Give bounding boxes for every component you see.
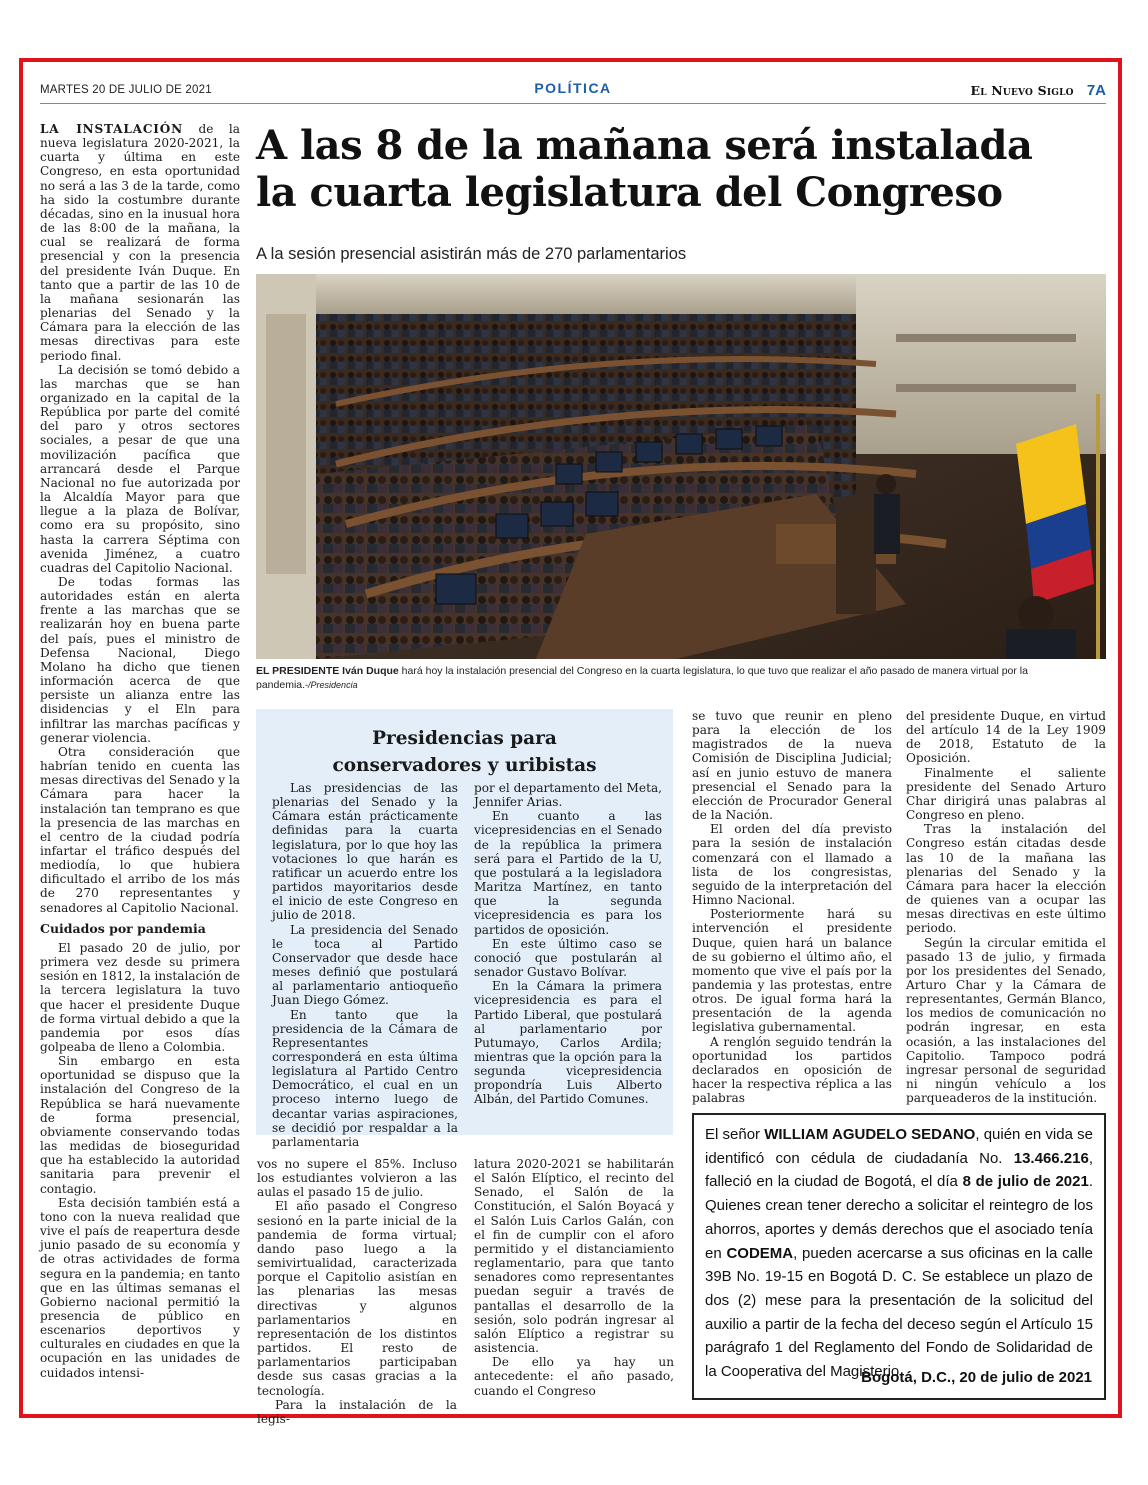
- paragraph: Tras la instalación del Congreso están citadas desde las 10 de la mañana las plenarias del Senado y la Cámara para hacer la elección de quienes van a ocupar las mesas directivas en este último periodo.: [906, 822, 1106, 936]
- paragraph: De ello ya hay un antecedente: el año pasado, cuando el Congreso: [474, 1355, 674, 1398]
- notice-footer: Bogotá, D.C., 20 de julio de 2021: [861, 1369, 1092, 1387]
- chamber-illustration: [256, 274, 1106, 659]
- paragraph: Esta decisión también está a tono con la nueva realidad que vive el país de reapertura desde junio pasado de su economía y de otras actividades de forma segura en la pandemia; en tanto que en las últimas semanas el Gobierno nacional permitió la presencia de público en escenarios deportivos y culturales en ciudades en que la ocupación en las unidades de cuidados intensi-: [40, 1195, 240, 1380]
- notice-org: CODEMA: [726, 1244, 794, 1262]
- paragraph: Sin embargo en esta oportunidad se dispuso que la instalación del Congreso de la República se hará nuevamente de forma presencial, obviamente conservando todas las medidas de bioseguridad que ha establecido la autoridad sanitaria para prevenir el contagio.: [40, 1054, 240, 1196]
- section-name: POLÍTICA: [534, 80, 612, 96]
- article-column-1: [40, 122, 240, 1380]
- article-subheadline: A la sesión presencial asistirán más de 270 parlamentarios: [256, 245, 687, 263]
- sidebar-column-b: [474, 781, 662, 1107]
- article-column-4: [692, 709, 892, 1105]
- congress-photo: [256, 274, 1106, 659]
- paragraph: Posteriormente hará su intervención el presidente Duque, quien hará un balance de su gobierno el último año, el momento que vive el país por la pandemia y las protestas, entre otros. De igual forma hará la presentación de la agenda legislativa gubernamental.: [692, 907, 892, 1035]
- sidebar-title: Presidencias para conservadores y uribistas: [332, 728, 597, 776]
- paragraph: Finalmente el saliente presidente del Senado Arturo Char dirigirá unas palabras al Congreso en pleno.: [906, 765, 1106, 823]
- paragraph: Para la instalación de la legis-: [257, 1397, 457, 1426]
- paragraph: del presidente Duque, en virtud del artículo 14 de la Ley 1909 de 2018, Estatuto de la Oposición.: [906, 709, 1106, 766]
- paragraph: se tuvo que reunir en pleno para la elección de los magistrados de la nueva Comisión de Disciplina Judicial; así en junio estuvo de manera presencial el Senado para la elección de Procurador General de la Nación.: [692, 709, 892, 823]
- paragraph: El pasado 20 de julio, por primera vez desde su primera sesión en 1812, la instalación de la tercera legislatura la tuvo que hacer el presidente Duque de forma virtual debido a que la pandemia por esos días golpeaba de lleno a Colombia.: [40, 940, 240, 1054]
- header-rule: [40, 103, 1106, 104]
- paragraph: A renglón seguido tendrán la oportunidad los partidos declarados en oposición de hacer la respectiva réplica a las palabras: [692, 1034, 892, 1106]
- paragraph: En tanto que la presidencia de la Cámara de Representantes corresponderá en esta última legislatura al Partido Centro Democrático, el cual en un proceso interno luego de decantar varias aspiraciones, se decidió por respaldar a la parlamentaria: [272, 1007, 458, 1149]
- lead-caps: LA INSTALACIÓN: [40, 122, 183, 136]
- photo-credit: -/Presidencia: [305, 680, 358, 690]
- caption-name: Iván Duque: [342, 665, 399, 677]
- section-heading: Cuidados por pandemia: [40, 920, 206, 936]
- paragraph: En cuanto a las vicepresidencias en el Senado de la república la primera será para el Partido de la U, que postulará a la legisladora Maritza Martínez, en tanto que la segunda vicepresidencia es para los partidos de oposición.: [474, 809, 662, 937]
- paragraph: Otra consideración que habrían tenido en cuenta las mesas directivas del Senado y la Cámara para hacer la instalación tan temprano es que la presencia de las marchas en el centro de la ciudad podría infartar el tráfico después del mediodía, lo que hubiera dificultado el arribo de los más de 270 representantes y senadores al Capitolio Nacional.: [40, 744, 240, 915]
- sidebar-column-a: [272, 781, 458, 1149]
- notice-cedula: 13.466.216: [1013, 1149, 1089, 1167]
- paragraph: por el departamento del Meta, Jennifer Arias.: [474, 781, 662, 810]
- article-column-3: [474, 1157, 674, 1398]
- article-column-2: [257, 1157, 457, 1426]
- article-headline: A las 8 de la mañana será instalada la cuarta legislatura del Congreso: [256, 122, 1033, 216]
- paragraph: De todas formas las autoridades están en alerta frente a las marchas que se realizarán hoy en buena parte del país, pues el ministro de Defensa Nacional, Diego Molano ha dicho que tienen información acerca de que persiste un alianza entre las disidencias y el Eln para infiltrar las marchas pacíficas y generar violencia.: [40, 575, 240, 745]
- page-header: [40, 80, 1106, 102]
- paragraph: En la Cámara la primera vicepresidencia es para el Partido Liberal, que postulará al parlamentario por Putumayo, Carlos Ardila; mientras que la opción para la segunda vicepresidencia propondría Luis Alberto Albán, del Partido Comunes.: [474, 979, 662, 1107]
- paragraph: latura 2020-2021 se habilitarán el Salón Elíptico, el recinto del Senado, el Salón de la Constitución, el Salón Boyacá y el Salón Luis Carlos Galán, con el fin de cumplir con el aforo permitido y el distanciamiento reglamentario, para que tanto senadores como representantes puedan seguir a través de pantallas el desarrollo de la sesión, solo podrán ingresar al salón Elíptico a registrar su asistencia.: [474, 1157, 674, 1356]
- paragraph: Las presidencias de las plenarias del Senado y la Cámara están prácticamente definidas para la cuarta legislatura, por lo que hoy las votaciones lo que harán es ratificar un acuerdo entre los partidos mayoritarios desde el inicio de este Congreso en julio de 2018.: [272, 781, 458, 923]
- paragraph: Según la circular emitida el pasado 13 de julio, y firmada por los presidentes del Senado, Arturo Char y la Cámara de representantes, Germán Blanco, los medios de comunicación no podrán ingresar, en esta ocasión, a las instalaciones del Capitolio. Tampoco podrá ingresar personal de seguridad ni ningún vehículo a los parqueaderos de la institución.: [906, 935, 1106, 1106]
- paragraph: La decisión se tomó debido a las marchas que se han organizado en la capital de la República por parte del comité del paro y otros sectores sociales, a pesar de que una movilización pacífica que arrancará desde el Parque Nacional no fue autorizada por la Alcaldía Mayor para que llegue a la plaza de Bolívar, como era su propósito, sino hasta la carrera Séptima con avenida Jiménez, a cuatro cuadras del Capitolio Nacional.: [40, 362, 240, 575]
- notice-name: WILLIAM AGUDELO SEDANO: [764, 1126, 976, 1143]
- legal-notice: El señor WILLIAM AGUDELO SEDANO, quién en vida se identificó con cédula de ciudadanía No. 13.466.216, falleció en la ciudad de Bogotá, el día 8 de julio de 2021. Quienes crean tener derecho a solicitar el reintegro de los ahorros, aportes y demás derechos que el asociado tenía en CODEMA, pueden acercarse a sus oficinas en la calle 39B No. 19-15 en Bogotá D. C. Se establece un plazo de dos (2) mese para la presentación de la solicitud del auxilio a partir de la fecha del deceso según el Artículo 15 parágrafo 1 del Reglamento del Fondo de Solidaridad de la Cooperativa del Magisterio. Bogotá, D.C., 20 de julio de 2021: [692, 1113, 1106, 1400]
- paragraph: El año pasado el Congreso sesionó en la parte inicial de la pandemia de forma virtual; dando paso luego a la semivirtualidad, caracterizada porque el Capitolio asistían en las plenarias las mesas directivas y algunos parlamentarios en representación de los distintos partidos. El resto de parlamentarios participaban desde sus casas gracias a la tecnología.: [257, 1199, 457, 1398]
- paper-name: El Nuevo Siglo: [970, 83, 1074, 98]
- masthead: [970, 80, 1106, 99]
- issue-date: MARTES 20 DE JULIO DE 2021: [40, 84, 212, 96]
- caption-lead: EL PRESIDENTE: [256, 665, 340, 677]
- photo-caption: EL PRESIDENTE Iván Duque hará hoy la instalación presencial del Congreso en la cuarta legislatura, lo que tuvo que realizar el año pasado de manera virtual por la pandemia.-/Presidencia: [256, 665, 1028, 691]
- paragraph: El orden del día previsto para la sesión de instalación comenzará con el llamado a lista de los congresistas, seguido de la interpretación del Himno Nacional.: [692, 822, 892, 908]
- paragraph: vos no supere el 85%. Incluso los estudiantes volvieron a las aulas el pasado 15 de julio.: [257, 1157, 457, 1200]
- page-number: 7A: [1086, 82, 1106, 99]
- notice-date: 8 de julio de 2021: [962, 1173, 1089, 1191]
- paragraph: La presidencia del Senado le toca al Partido Conservador que desde hace meses definió que postulará al parlamentario antioqueño Juan Diego Gómez.: [272, 922, 458, 1008]
- article-column-5: [906, 709, 1106, 1105]
- lead-paragraph: LA INSTALACIÓN de la nueva legislatura 2020-2021, la cuarta y última en este Congreso, en esta oportunidad no será a las 3 de la tarde, como ha sido la costumbre durante décadas, sino en la inusual hora de las 8:00 de la mañana, la cual se realizará de forma presencial y con la presencia del presidente Iván Duque. En tanto que a partir de las 10 de la mañana sesionarán las plenarias del Senado y la Cámara para la elección de las mesas directivas para este periodo final.: [40, 122, 240, 363]
- paragraph: En este último caso se conoció que postularán al senador Gustavo Bolívar.: [474, 936, 662, 980]
